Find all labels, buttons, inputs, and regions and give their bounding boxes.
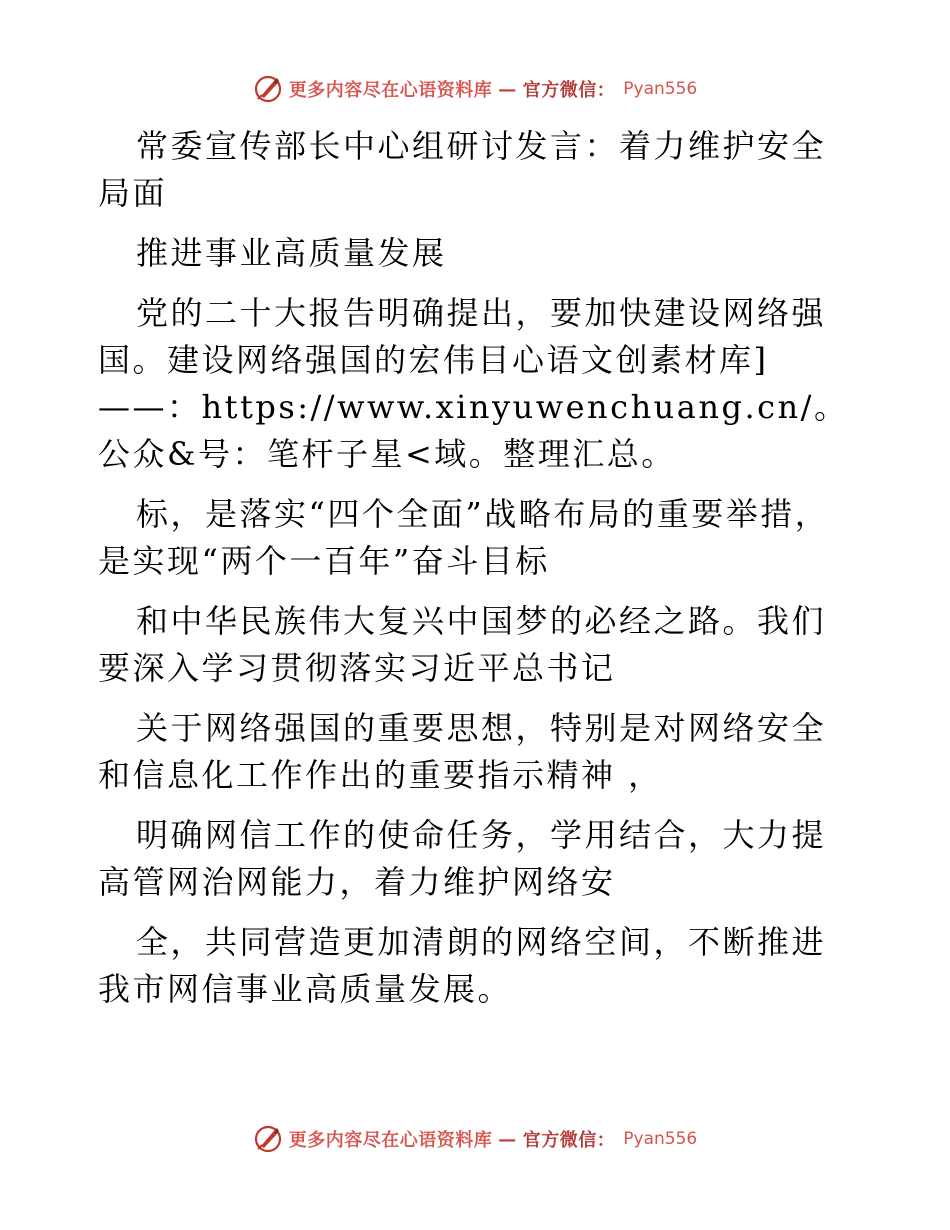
document-title: 常委宣传部长中心组研讨发言：着力维护安全局面 <box>98 127 827 212</box>
paragraph: 全，共同营造更加清朗的网络空间，不断推进我市网信事业高质量发展。 <box>98 923 827 1008</box>
banner-wechat-label: 官方微信： <box>522 80 616 101</box>
banner-dash: — <box>498 78 517 100</box>
paragraph: 明确网信工作的使命任务，学用结合，大力提高管网治网能力，着力维护网络安 <box>98 816 827 901</box>
document-body <box>98 123 858 1026</box>
banner-dash: — <box>498 1128 517 1150</box>
paragraph: 党的二十大报告明确提出，要加快建设网络强国。建设网络强国的宏伟目心语文创素材库]——：https://www.xinyuwenchuang.cn/。公众&号：笔杆子星<域。整理汇总。 <box>98 294 849 473</box>
quill-pen-logo-icon <box>253 74 283 104</box>
banner-wechat-id: Pyan556 <box>623 1129 698 1149</box>
header-banner <box>0 71 950 107</box>
banner-text: 更多内容尽在心语资料库 <box>288 1130 493 1151</box>
paragraph: 和中华民族伟大复兴中国梦的必经之路。我们要深入学习贯彻落实习近平总书记 <box>98 602 827 687</box>
paragraph: 关于网络强国的重要思想，特别是对网络安全和信息化工作作出的重要指示精神 ， <box>98 709 827 794</box>
banner-text: 更多内容尽在心语资料库 <box>288 80 493 101</box>
banner-wechat-id: Pyan556 <box>623 79 698 99</box>
document-subtitle: 推进事业高质量发展 <box>136 234 447 272</box>
footer-banner <box>0 1121 950 1157</box>
paragraph: 标，是落实“四个全面”战略布局的重要举措，是实现“两个一百年”奋斗目标 <box>98 495 830 580</box>
quill-pen-logo-icon <box>253 1124 283 1154</box>
banner-wechat-label: 官方微信： <box>522 1130 616 1151</box>
